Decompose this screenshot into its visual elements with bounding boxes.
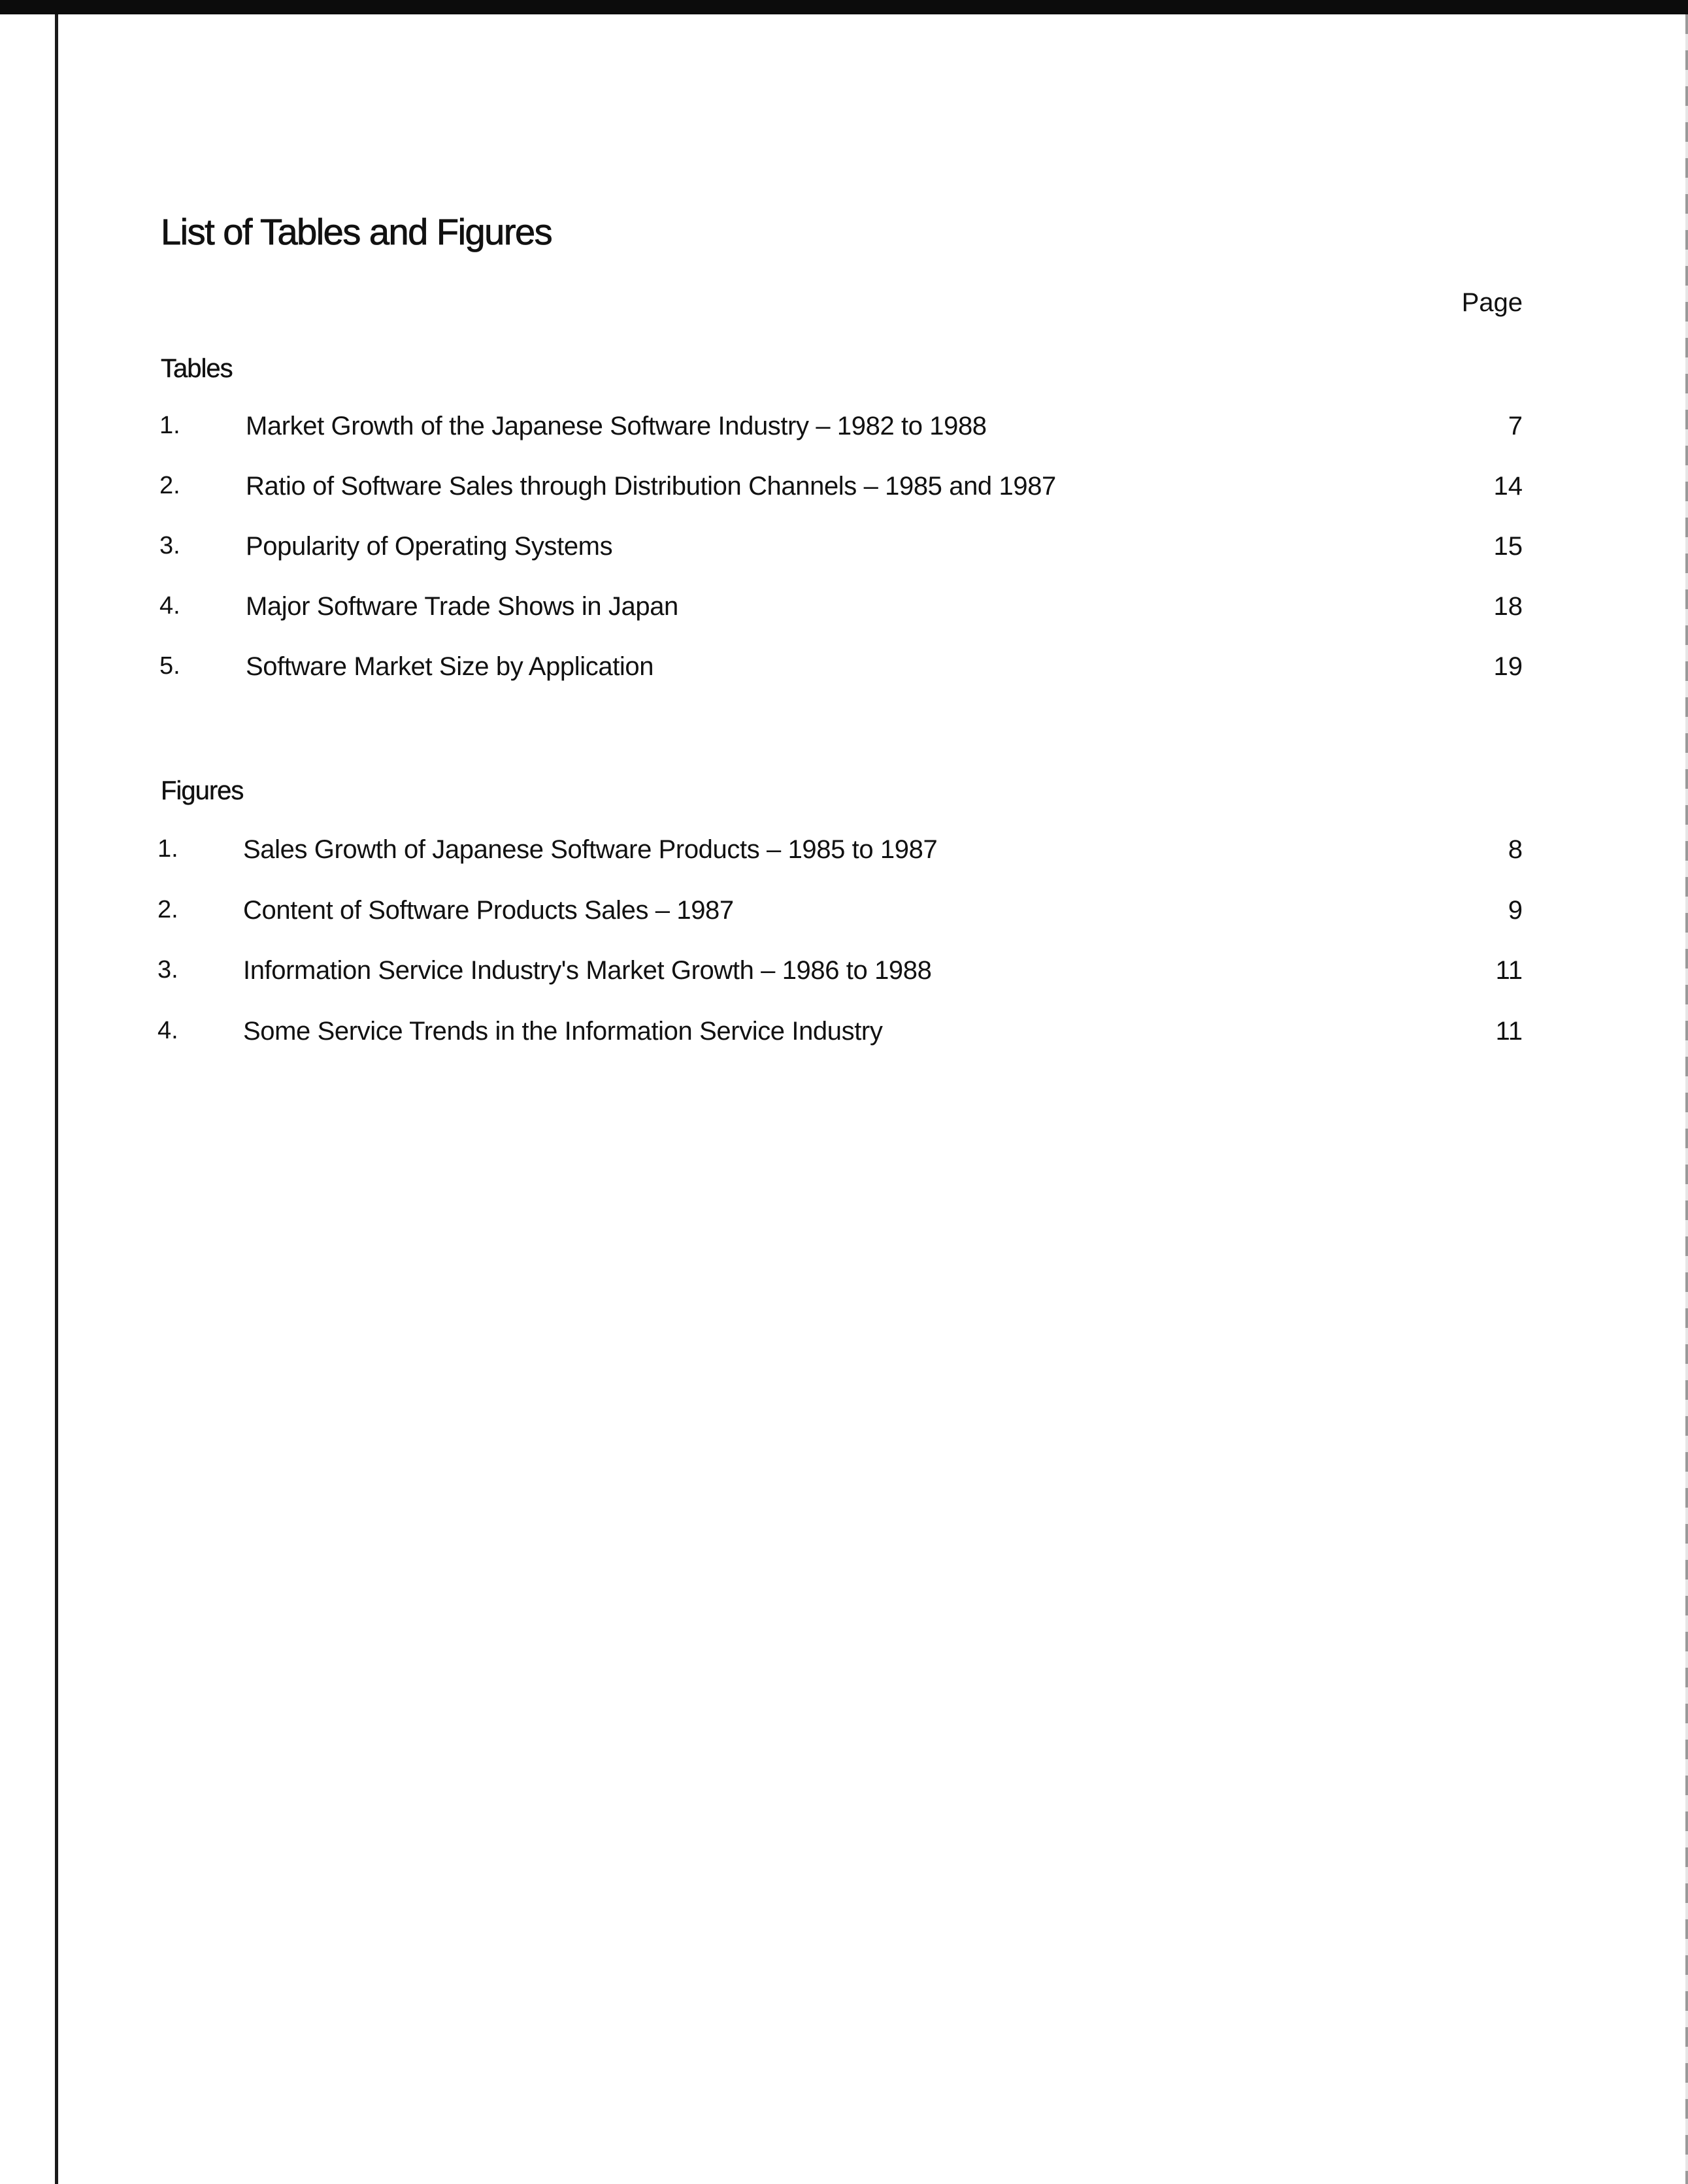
entry-page: 9 bbox=[1508, 896, 1523, 925]
scan-left-border bbox=[55, 14, 58, 2184]
table-entry bbox=[0, 412, 1688, 451]
entry-page: 19 bbox=[1493, 652, 1523, 681]
entry-title: Ratio of Software Sales through Distribution Channels – 1985 and 1987 bbox=[246, 472, 1056, 501]
entry-number: 2. bbox=[157, 896, 178, 923]
entry-number: 5. bbox=[159, 652, 180, 680]
entry-page: 8 bbox=[1508, 835, 1523, 864]
page-column-label: Page bbox=[1461, 288, 1523, 317]
tables-heading: Tables bbox=[161, 354, 233, 383]
entry-title: Major Software Trade Shows in Japan bbox=[246, 592, 678, 621]
entry-title: Some Service Trends in the Information Service Industry bbox=[243, 1017, 883, 1046]
entry-number: 3. bbox=[159, 532, 180, 559]
entry-number: 4. bbox=[157, 1017, 178, 1044]
entry-page: 11 bbox=[1495, 1017, 1523, 1046]
figure-entry bbox=[0, 835, 1688, 874]
figures-heading: Figures bbox=[161, 776, 244, 805]
entry-number: 1. bbox=[157, 835, 178, 863]
entry-page: 7 bbox=[1508, 412, 1523, 440]
entry-page: 11 bbox=[1495, 956, 1523, 985]
page-title: List of Tables and Figures bbox=[161, 211, 552, 252]
figure-entry bbox=[0, 896, 1688, 935]
figure-entry bbox=[0, 956, 1688, 995]
entry-number: 2. bbox=[159, 472, 180, 499]
table-entry bbox=[0, 592, 1688, 631]
entry-number: 4. bbox=[159, 592, 180, 620]
figure-entry bbox=[0, 1017, 1688, 1056]
table-entry bbox=[0, 472, 1688, 511]
scan-right-edge bbox=[1685, 14, 1688, 2184]
entry-page: 14 bbox=[1493, 472, 1523, 501]
scan-top-border bbox=[0, 0, 1688, 14]
entry-title: Popularity of Operating Systems bbox=[246, 532, 613, 561]
entry-page: 15 bbox=[1493, 532, 1523, 561]
table-entry bbox=[0, 532, 1688, 571]
entry-title: Content of Software Products Sales – 1987 bbox=[243, 896, 734, 925]
entry-title: Sales Growth of Japanese Software Products – 1985 to 1987 bbox=[243, 835, 938, 864]
entry-title: Software Market Size by Application bbox=[246, 652, 654, 681]
entry-title: Information Service Industry's Market Growth – 1986 to 1988 bbox=[243, 956, 932, 985]
entry-page: 18 bbox=[1493, 592, 1523, 621]
entry-number: 3. bbox=[157, 956, 178, 984]
entry-title: Market Growth of the Japanese Software Industry – 1982 to 1988 bbox=[246, 412, 987, 440]
table-entry bbox=[0, 652, 1688, 691]
entry-number: 1. bbox=[159, 412, 180, 439]
